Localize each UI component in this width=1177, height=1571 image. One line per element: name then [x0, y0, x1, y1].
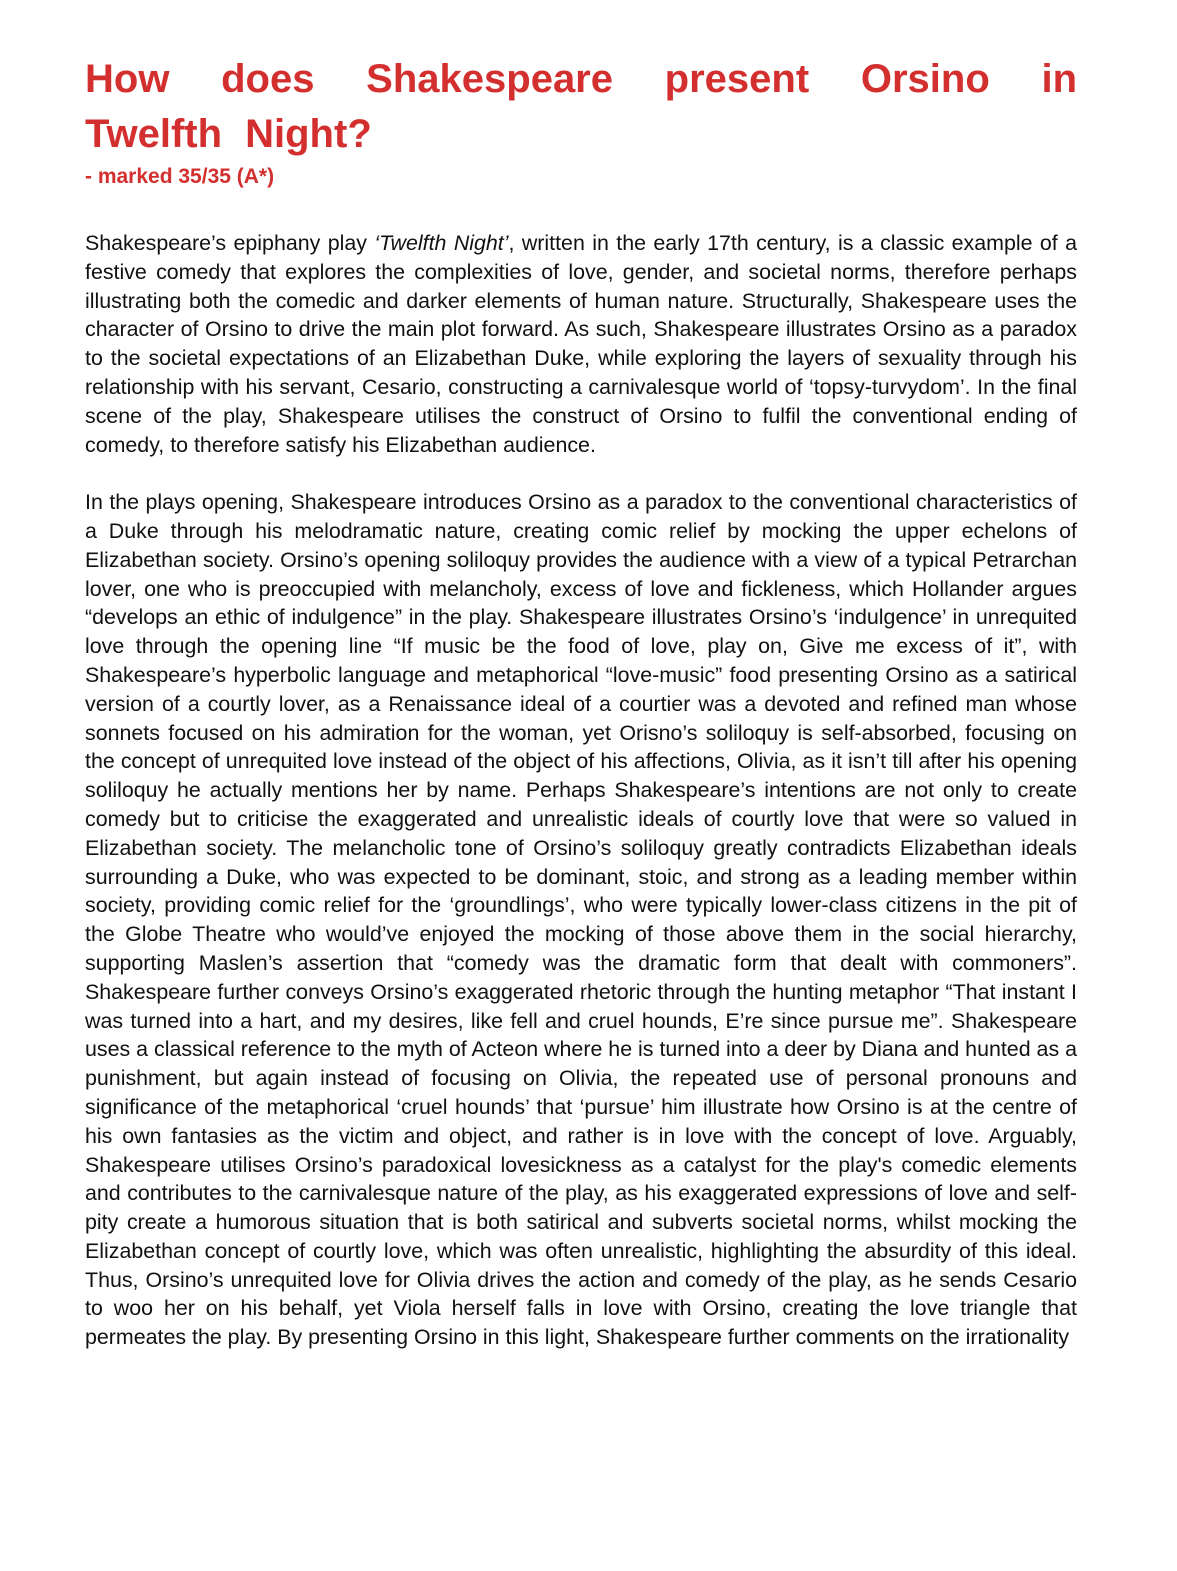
document-page	[85, 52, 1077, 1381]
paragraph-opening-analysis: In the plays opening, Shakespeare introduces Orsino as a paradox to the conventional characteristics of a Duke through his melodramatic nature, creating comic relief by mocking the upper echelons of Elizabethan society. Orsino’s opening soliloquy provides the audience with a view of a typical Petrarchan lover, one who is preoccupied with melancholy, excess of love and fickleness, which Hollander argues “develops an ethic of indulgence” in the play. Shakespeare illustrates Orsino’s ‘indulgence’ in unrequited love through the opening line “If music be the food of love, play on, Give me excess of it”, with Shakespeare’s hyperbolic language and metaphorical “love-music” food presenting Orsino as a satirical version of a courtly lover, as a Renaissance ideal of a courtier was a devoted and refined man whose sonnets focused on his admiration for the woman, yet Orisno’s soliloquy is self-absorbed, focusing on the concept of unrequited love instead of the object of his affections, Olivia, as it isn’t till after his opening soliloquy he actually mentions her by name. Perhaps Shakespeare’s intentions are not only to create comedy but to criticise the exaggerated and unrealistic ideals of courtly love that were so valued in Elizabethan society. The melancholic tone of Orsino’s soliloquy greatly contradicts Elizabethan ideals surrounding a Duke, who was expected to be dominant, stoic, and strong as a leading member within society, providing comic relief for the ‘groundlings’, who were typically lower-class citizens in the pit of the Globe Theatre who would’ve enjoyed the mocking of those above them in the social hierarchy, supporting Maslen’s assertion that “comedy was the dramatic form that dealt with commoners”. Shakespeare further conveys Orsino’s exaggerated rhetoric through the hunting metaphor “That instant I was turned into a hart, and my desires, like fell and cruel hounds, E’re since pursue me”. Shakespeare uses a classical reference to the myth of Acteon where he is turned into a deer by Diana and hunted as a punishment, but again instead of focusing on Olivia, the repeated use of personal pronouns and significance of the metaphorical ‘cruel hounds’ that ‘pursue’ him illustrate how Orsino is at the centre of his own fantasies as the victim and object, and rather is in love with the concept of love. Arguably, Shakespeare utilises Orsino’s paradoxical lovesickness as a catalyst for the play's comedic elements and contributes to the carnivalesque nature of the play, as his exaggerated expressions of love and self-pity create a humorous situation that is both satirical and subverts societal norms, whilst mocking the Elizabethan concept of courtly love, which was often unrealistic, highlighting the absurdity of this ideal. Thus, Orsino’s unrequited love for Olivia drives the action and comedy of the play, as he sends Cesario to woo her on his behalf, yet Viola herself falls in love with Orsino, creating the love triangle that permeates the play. By presenting Orsino in this light, Shakespeare further comments on the irrationality	[85, 490, 1077, 1350]
essay-mark: - marked 35/35 (A*)	[85, 165, 275, 188]
play-title: ‘Twelfth Night’	[374, 231, 509, 255]
paragraph-introduction-rest: , written in the early 17th century, is a classic example of a festive comedy that explores the complexities of love, gender, and societal norms, therefore perhaps illustrating both the comedic and darker elements of human nature. Structurally, Shakespeare uses the character of Orsino to drive the main plot forward. As such, Shakespeare illustrates Orsino as a paradox to the societal expectations of an Elizabethan Duke, while exploring the layers of sexuality through his relationship with his servant, Cesario, constructing a carnivalesque world of ‘topsy-turvydom’. In the final scene of the play, Shakespeare utilises the construct of Orsino to fulfil the conventional ending of comedy, to therefore satisfy his Elizabethan audience.	[85, 231, 1077, 457]
essay-body	[85, 229, 1077, 1352]
paragraph-introduction	[85, 229, 1077, 459]
essay-title: How does Shakespeare present Orsino in Twelfth Night?	[85, 57, 1077, 156]
paragraph-introduction-lead: Shakespeare’s epiphany play	[85, 231, 375, 255]
